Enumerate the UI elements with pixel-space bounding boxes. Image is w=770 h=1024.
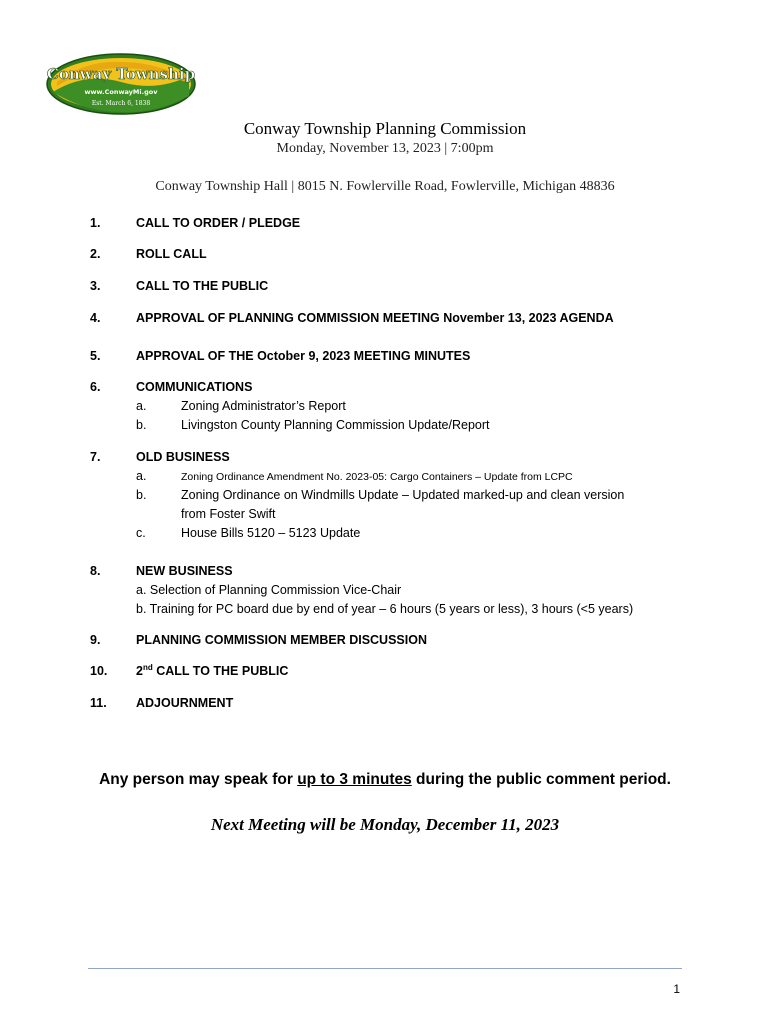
item-number: 9. [90,633,101,647]
item-heading: CALL TO ORDER / PLEDGE [136,216,301,230]
sub-item-letter: a. [136,399,147,413]
notice-text-after: during the public comment period. [411,771,671,788]
footer-divider [88,968,682,969]
ordinal-suffix: nd [142,663,153,672]
sub-item-text: Zoning Ordinance on Windmills Update – Updated marked-up and clean version [181,488,625,502]
sub-item-8a: a. Selection of Planning Commission Vice-Chair [136,583,402,597]
item-number: 7. [90,450,101,464]
item-heading-rest: CALL TO THE PUBLIC [152,664,289,678]
notice-text-before: Any person may speak for [99,771,298,788]
item-number: 5. [90,349,101,363]
item-number: 8. [90,564,101,578]
sub-item-letter: c. [136,526,146,540]
item-heading: COMMUNICATIONS [136,380,253,394]
item-heading: NEW BUSINESS [136,564,233,578]
item-heading: ROLL CALL [136,247,207,261]
sub-item-text: Livingston County Planning Commission Update/Report [181,418,490,432]
item-number: 10. [90,664,108,678]
sub-item-text: from Foster Swift [181,507,276,521]
meeting-date-time: Monday, November 13, 2023 | 7:00pm [276,141,494,156]
ordinal-number: 2 [136,664,143,678]
sub-item-letter: a. [136,469,147,483]
item-number: 6. [90,380,101,394]
item-heading: PLANNING COMMISSION MEMBER DISCUSSION [136,633,427,647]
document-title: Conway Township Planning Commission [243,119,527,138]
item-number: 11. [90,696,107,710]
item-heading: ADJOURNMENT [136,696,234,710]
item-number: 2. [90,247,101,261]
meeting-location: Conway Township Hall | 8015 N. Fowlerville Road, Fowlerville, Michigan 48836 [155,179,615,194]
sub-item-letter: b. [136,488,147,502]
item-number: 1. [90,216,101,230]
next-meeting-notice: Next Meeting will be Monday, December 11, 2023 [210,815,560,834]
logo-established: Est. March 6, 1838 [91,100,151,107]
sub-item-letter: b. [136,418,147,432]
item-heading: APPROVAL OF THE October 9, 2023 MEETING MINUTES [136,349,471,363]
item-number: 4. [90,311,101,325]
item-heading: OLD BUSINESS [136,450,230,464]
township-logo [45,52,197,116]
page-number: 1 [673,982,680,996]
logo-url: www.ConwayMi.gov [84,88,158,96]
item-heading [136,664,288,678]
item-heading: APPROVAL OF PLANNING COMMISSION MEETING November 13, 2023 AGENDA [136,311,614,325]
public-comment-notice [0,771,770,789]
logo-graphic [45,52,197,116]
item-heading: CALL TO THE PUBLIC [136,279,269,293]
logo-name: Conway Township [46,65,196,83]
sub-item-8b: b. Training for PC board due by end of year – 6 hours (5 years or less), 3 hours (<5 years) [136,602,634,616]
notice-emphasis: up to 3 minutes [297,771,412,788]
sub-item-text: Zoning Ordinance Amendment No. 2023-05: Cargo Containers – Update from LCPC [181,471,573,483]
sub-item-text: Zoning Administrator’s Report [181,399,346,413]
sub-item-text: House Bills 5120 – 5123 Update [181,526,361,540]
item-number: 3. [90,279,101,293]
